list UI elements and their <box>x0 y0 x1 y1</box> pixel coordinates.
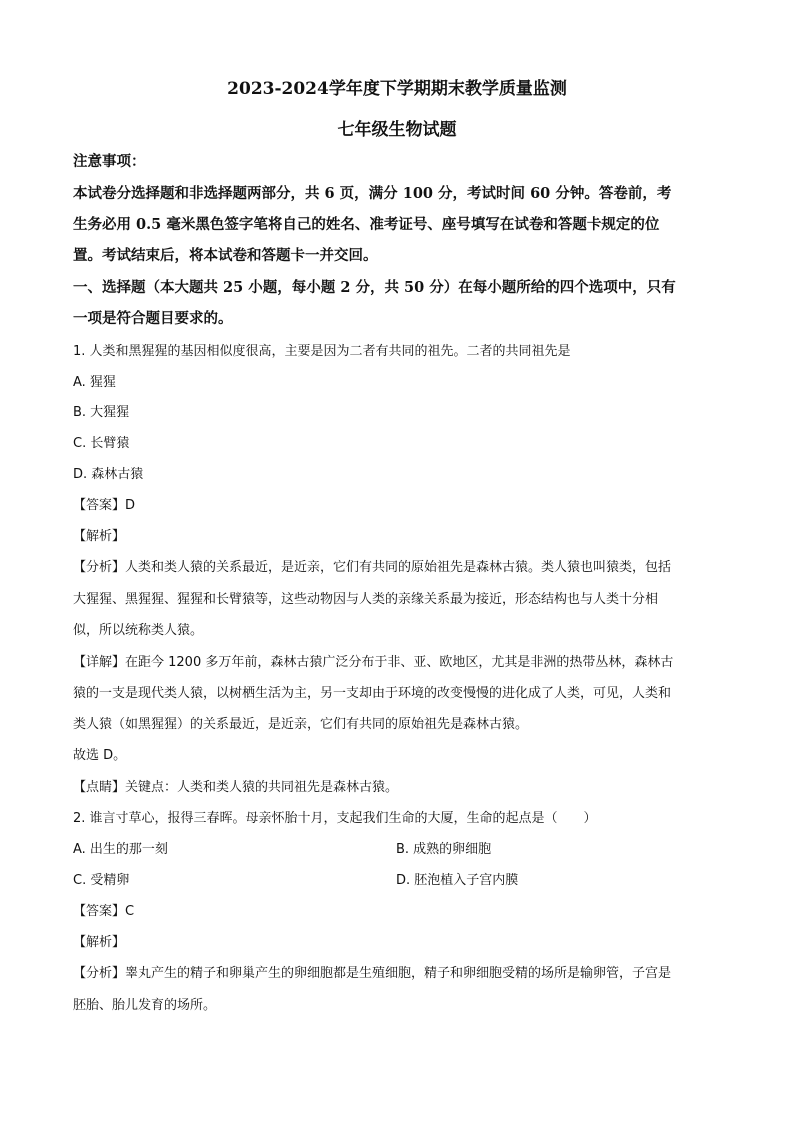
q1-option-c: C. 长臂猿 <box>73 436 130 451</box>
notice-line-3: 置。考试结束后，将本试卷和答题卡一并交回。 <box>73 247 378 264</box>
notice-line-1: 本试卷分选择题和非选择题两部分，共 6 页，满分 100 分，考试时间 60 分钟。答卷前，考 <box>73 185 672 202</box>
q2-option-d: D. 胚泡植入子宫内膜 <box>396 873 519 888</box>
q2-option-a: A. 出生的那一刻 <box>73 842 168 857</box>
q2-option-b: B. 成熟的卵细胞 <box>396 842 492 857</box>
q1-answer: 【答案】D <box>73 498 136 513</box>
q1-xiangjie-line-4: 故选 D。 <box>73 748 127 763</box>
q1-option-d: D. 森林古猿 <box>73 467 144 482</box>
q1-stem: 1. 人类和黑猩猩的基因相似度很高，主要是因为二者有共同的祖先。二者的共同祖先是 <box>73 344 571 359</box>
q1-xiangjie-line-2: 猿的一支是现代类人猿，以树栖生活为主，另一支却由于环境的改变慢慢的进化成了人类，可见，人类和 <box>73 686 672 701</box>
q1-fenxi-line-1: 【分析】人类和类人猿的关系最近，是近亲，它们有共同的原始祖先是森林古猿。类人猿也叫猿类，包括 <box>73 560 672 575</box>
q1-fenxi-line-3: 似，所以统称类人猿。 <box>73 623 204 638</box>
notice-line-2: 生务必用 0.5 毫米黑色签字笔将自己的姓名、准考证号、座号填写在试卷和答题卡规定的位 <box>73 216 660 233</box>
q2-answer: 【答案】C <box>73 904 135 919</box>
q1-option-a: A. 猩猩 <box>73 375 116 390</box>
notice-heading: 注意事项： <box>73 153 146 170</box>
q2-fenxi-line-2: 胚胎、胎儿发育的场所。 <box>73 998 217 1013</box>
q1-dianjing: 【点睛】关键点：人类和类人猿的共同祖先是森林古猿。 <box>73 780 399 795</box>
page-title: 2023-2024学年度下学期期末教学质量监测 <box>227 79 567 99</box>
page-subtitle: 七年级生物试题 <box>337 120 457 140</box>
q1-option-b: B. 大猩猩 <box>73 405 130 420</box>
q2-analysis-label: 【解析】 <box>73 935 126 950</box>
q2-stem: 2. 谁言寸草心，报得三春晖。母亲怀胎十月，支起我们生命的大厦，生命的起点是（ ） <box>73 811 597 826</box>
q2-option-c: C. 受精卵 <box>73 873 130 888</box>
q1-xiangjie-line-3: 类人猿（如黑猩猩）的关系最近，是近亲，它们有共同的原始祖先是森林古猿。 <box>73 717 529 732</box>
q1-fenxi-line-2: 大猩猩、黑猩猩、猩猩和长臂猿等，这些动物因与人类的亲缘关系最为接近，形态结构也与人类十分相 <box>73 592 659 607</box>
q1-xiangjie-line-1: 【详解】在距今 1200 多万年前，森林古猿广泛分布于非、亚、欧地区，尤其是非洲的热带丛林，森林古 <box>73 655 674 670</box>
section1-line-2: 一项是符合题目要求的。 <box>73 310 233 327</box>
section1-line-1: 一、选择题（本大题共 25 小题，每小题 2 分，共 50 分）在每小题所给的四个选项中，只有 <box>73 279 676 296</box>
q2-fenxi-line-1: 【分析】睾丸产生的精子和卵巢产生的卵细胞都是生殖细胞，精子和卵细胞受精的场所是输卵管，子宫是 <box>73 966 672 981</box>
q1-analysis-label: 【解析】 <box>73 529 126 544</box>
